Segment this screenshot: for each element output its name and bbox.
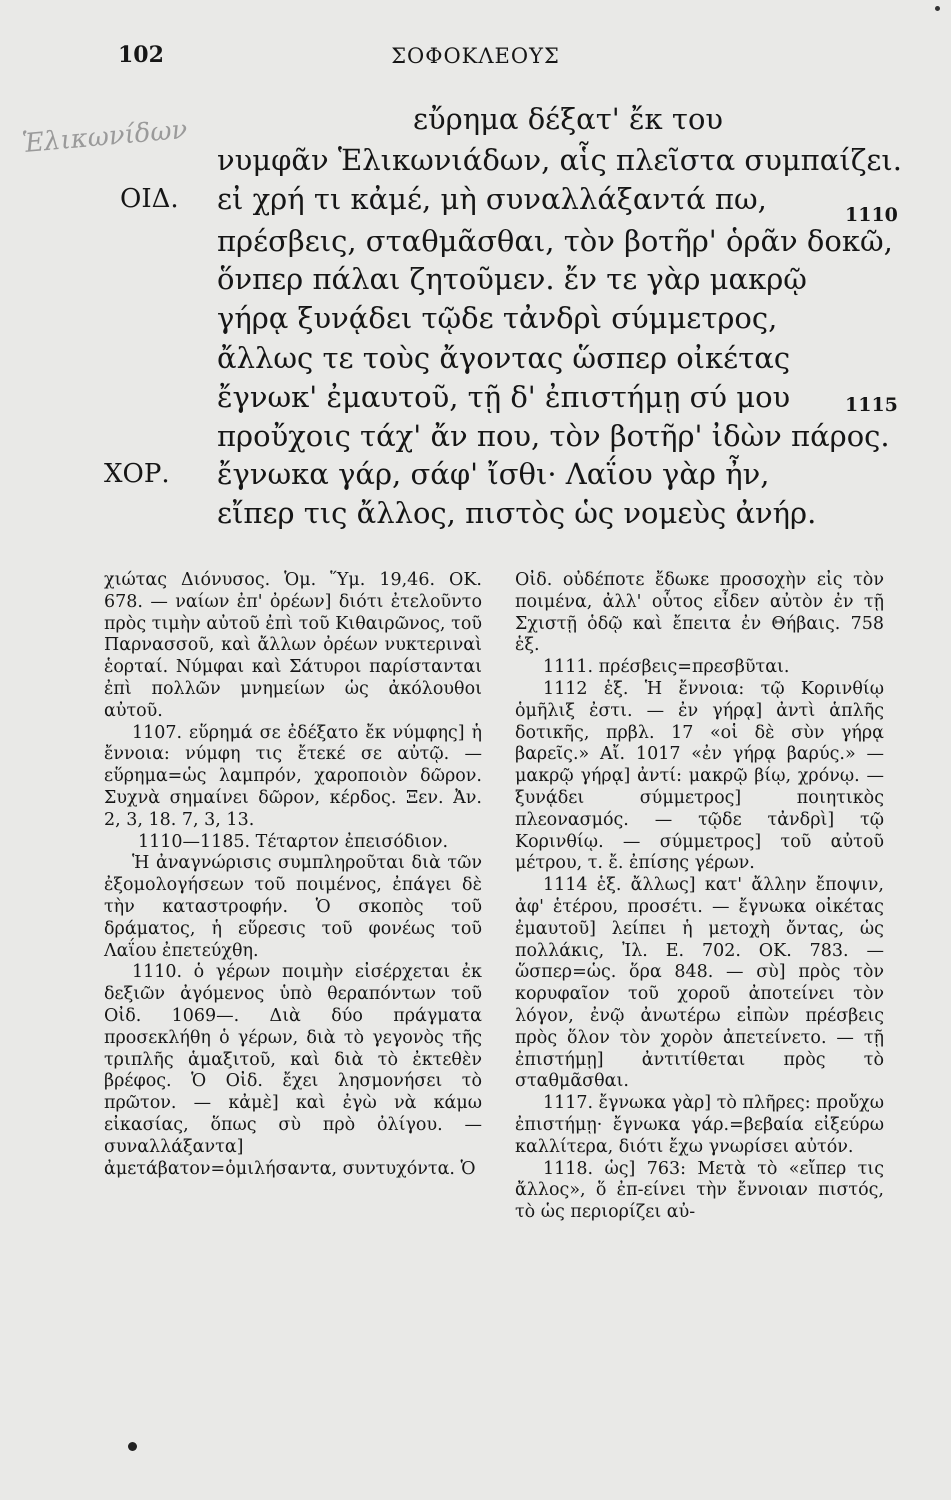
verse-text: εὔρημα δέξατ' ἔκ του <box>413 102 724 136</box>
commentary-paragraph: 1117. ἔγνωκα γὰρ] τὸ πλῆρες: προὔχω ἐπιστήμῃ· ἔγνωκα γάρ.=βεβαία εἰξεύρω καλλίτερα, διότι ἔχω γνωρίσει αὐτόν. <box>515 1093 885 1157</box>
speaker: ΧΟΡ. <box>104 459 170 489</box>
page-number: 102 <box>118 42 164 68</box>
ink-dot <box>128 1442 137 1451</box>
running-title: ΣΟΦΟΚΛΕΟΥΣ <box>391 44 560 68</box>
verse-text: ὅνπερ πάλαι ζητοῦμεν. ἔν τε γὰρ μακρῷ <box>217 262 807 296</box>
verse-text: πρέσβεις, σταθμᾶσθαι, τὸν βοτῆρ' ὁρᾶν δοκῶ, <box>217 224 893 258</box>
verse-text: γήρᾳ ξυνᾴδει τῷδε τἀνδρὶ σύμμετρος, <box>217 301 778 335</box>
commentary-paragraph: 1107. εὕρημά σε ἐδέξατο ἔκ νύμφης] ἡ ἔννοια: νύμφη τις ἔτεκέ σε αὐτῷ. — εὕρημα=ὡς λαμπρόν, χαροποιὸν δῶρον. Συχνὰ σημαίνει δῶρον, κέρδος. Ξεν. Ἀν. 2, 3, 18. 7, 3, 13. <box>104 722 482 830</box>
verse-text: ἄλλως τε τοὺς ἄγοντας ὥσπερ οἰκέτας <box>217 341 791 375</box>
verse-text: νυμφᾶν Ἑλικωνιάδων, αἷς πλεῖστα συμπαίζει. <box>217 143 903 177</box>
verse-text: εἰ χρή τι κἀμέ, μὴ συναλλάξαντά πω, <box>217 182 767 216</box>
commentary-paragraph: 1111. πρέσβεις=πρεσβῦται. <box>543 657 790 678</box>
commentary-paragraph: 1112 ἑξ. Ἡ ἔννοια: τῷ Κορινθίῳ ὁμῆλιξ ἐστι. — ἐν γήρᾳ] ἀντὶ ἁπλῆς δοτικῆς, πρβλ. 17 «οἱ δὲ σὺν γήρᾳ βαρεῖς.» Αἴ. 1017 «ἐν γήρᾳ βαρύς.» — μακρῷ γήρᾳ] ἀντί: μακρῷ βίῳ, χρόνῳ. — ξυνᾴδει σύμμετρος] ποιητικὸς πλεονασμός. — τῷδε τἀνδρὶ] τῷ Κορινθίῳ. — σύμμετρος] τοῦ αὐτοῦ μέτρου, τ. ἔ. ἐπίσης γέρων. <box>515 678 884 874</box>
commentary-paragraph: 1118. ὡς] 763: Μετὰ τὸ «εἴπερ τις ἄλλος», ὅ ἐπ-είνει τὴν ἔννοιαν πιστός, τὸ ὡς περιορίζει αὐ- <box>515 1158 884 1223</box>
verse-text: προὔχοις τάχ' ἄν που, τὸν βοτῆρ' ἰδὼν πάρος. <box>217 419 890 453</box>
verse-text: ἔγνωκα γάρ, σάφ' ἴσθι· Λαΐου γὰρ ἦν, <box>217 457 770 491</box>
commentary-paragraph: Οἰδ. οὐδέποτε ἔδωκε προσοχὴν εἰς τὸν ποιμένα, ἀλλ' οὗτος εἶδεν αὐτὸν ἐν τῇ Σχιστῇ ὁδῷ καὶ ἔπειτα ἐν Θήβαις. 758 ἑξ. <box>515 570 884 656</box>
ink-speck <box>935 6 940 11</box>
line-number: 1115 <box>845 394 898 416</box>
commentary-left-column <box>104 570 482 1180</box>
speaker: ΟΙΔ. <box>120 184 179 214</box>
commentary-paragraph: 1110. ὁ γέρων ποιμὴν εἰσέρχεται ἐκ δεξιῶν ἀγόμενος ὑπὸ θεραπόντων τοῦ Οἰδ. 1069—. Διὰ δύο πράγματα προσεκλήθη ὁ γέρων, διὰ τὸ γεγονὸς τῆς τριπλῆς ἁμαξιτοῦ, καὶ διὰ τὸ ἐκτεθὲν βρέφος. Ὁ Οἰδ. ἔχει λησμονήσει τὸ πρῶτον. — κἀμὲ] καὶ ἐγὼ νὰ κάμω εἰκασίας, ὅπως σὺ πρὸ ὀλίγου. — συναλλάξαντα] ἀμετάβατον=ὁμιλήσαντα, συντυχόντα. Ὁ <box>104 962 482 1179</box>
commentary-paragraph: Ἡ ἀναγνώρισις συμπληροῦται διὰ τῶν ἐξομολογήσεων τοῦ ποιμένος, ἐπάγει δὲ τὴν καταστροφήν. Ὁ σκοπὸς τοῦ δράματος, ἡ εὕρεσις τοῦ φονέως τοῦ Λαΐου ἐπετεύχθη. <box>104 853 482 961</box>
section-heading: 1110—1185. Τέταρτον ἐπεισόδιον. <box>137 831 449 852</box>
line-number: 1110 <box>845 204 898 226</box>
verse-text: ἔγνωκ' ἐμαυτοῦ, τῇ δ' ἐπιστήμῃ σύ μου <box>217 380 791 414</box>
commentary-paragraph: 1114 ἑξ. ἄλλως] κατ' ἄλλην ἔποψιν, ἀφ' ἑτέρου, προσέτι. — ἔγνωκα οἰκέτας ἐμαυτοῦ] λείπει ἡ μετοχὴ ὄντας, ὡς πολλάκις, Ἰλ. Ε. 702. ΟΚ. 783. — ὥσπερ=ὡς. ὅρα 848. — σὺ] πρὸς τὸν κορυφαῖον τοῦ χοροῦ ἀποτείνει τὸν λόγον, ἐνῷ ἀνωτέρω εἰπὼν πρέσβεις πρὸς ὅλον τὸν χορὸν ἀπετείνετο. — τῇ ἐπιστήμῃ] ἀντιτίθεται πρὸς τὸ σταθμᾶσθαι. <box>515 875 884 1092</box>
handwritten-margin-note: Ἑλικωνίδων <box>21 114 189 160</box>
verse-text: εἴπερ τις ἄλλος, πιστὸς ὡς νομεὺς ἀνήρ. <box>217 496 817 530</box>
commentary-right-column <box>515 570 884 1224</box>
commentary-paragraph: χιώτας Διόνυσος. Ὁμ. Ὕμ. 19,46. ΟΚ. 678. — ναίων ἐπ' ὀρέων] διότι ἐτελοῦντο πρὸς τιμὴν αὐτοῦ ἐπὶ τοῦ Κιθαιρῶνος, τοῦ Παρνασσοῦ, καὶ ἄλλων ὀρέων νυκτεριναὶ ἑορταί. Νύμφαι καὶ Σάτυροι παρίστανται ἐπὶ πολλῶν μνημείων ὡς ἀκόλουθοι αὐτοῦ. <box>104 570 482 721</box>
